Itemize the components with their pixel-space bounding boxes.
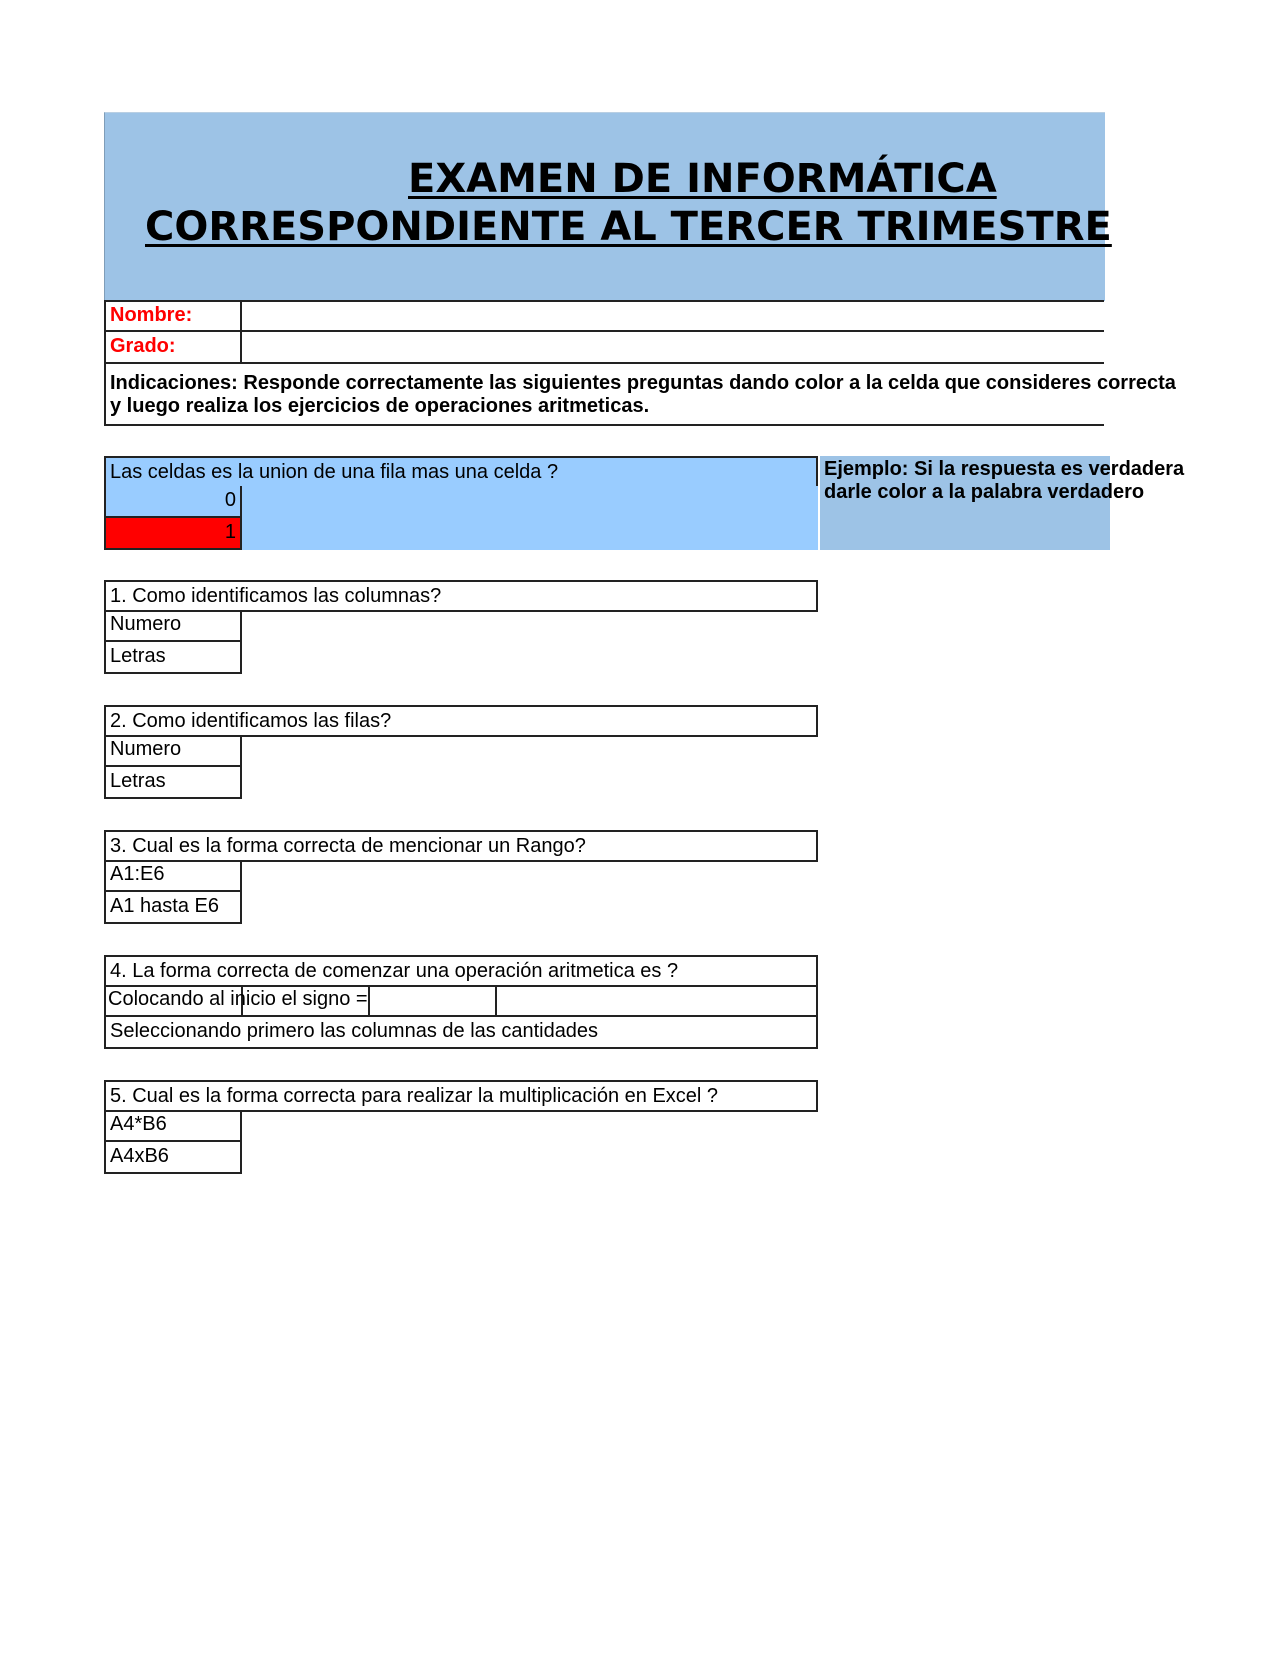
question-3-option-1[interactable]: A1:E6 — [104, 860, 242, 892]
question-4-option-1[interactable]: Colocando al inicio el signo = — [108, 988, 368, 1010]
question-5-option-1[interactable]: A4*B6 — [104, 1110, 242, 1142]
name-label: Nombre: — [104, 300, 242, 332]
example-option-1[interactable]: 1 — [104, 516, 242, 550]
instructions-line-1: Indicaciones: Responde correctamente las siguientes preguntas dando color a la celda que consideres correcta — [110, 372, 1176, 394]
name-input-cell[interactable] — [242, 300, 1102, 332]
example-note-line-2: darle color a la palabra verdadero — [824, 481, 1145, 503]
question-2-option-2[interactable]: Letras — [104, 765, 242, 799]
example-option-0[interactable]: 0 — [104, 486, 242, 518]
grade-label: Grado: — [104, 332, 242, 362]
question-5-option-2[interactable]: A4xB6 — [104, 1140, 242, 1174]
instructions-line-2: y luego realiza los ejercicios de operaciones aritmeticas. — [110, 395, 650, 417]
example-question: Las celdas es la union de una fila mas una celda ? — [104, 456, 818, 488]
title-line-2: CORRESPONDIENTE AL TERCER TRIMESTRE — [145, 204, 1112, 250]
question-1-option-1[interactable]: Numero — [104, 610, 242, 642]
instructions-box — [104, 364, 1176, 426]
question-1-option-2[interactable]: Letras — [104, 640, 242, 674]
question-1: 1. Como identificamos las columnas? — [104, 580, 818, 612]
title-line-1: EXAMEN DE INFORMÁTICA — [408, 156, 997, 202]
grade-input-cell[interactable] — [242, 332, 1102, 362]
example-note-line-1: Ejemplo: Si la respuesta es verdadera — [824, 458, 1185, 480]
question-2-option-1[interactable]: Numero — [104, 735, 242, 767]
example-note-box — [820, 456, 1185, 550]
question-3: 3. Cual es la forma correcta de mencionar un Rango? — [104, 830, 818, 862]
question-3-option-2[interactable]: A1 hasta E6 — [104, 890, 242, 924]
question-2: 2. Como identificamos las filas? — [104, 705, 818, 737]
question-5: 5. Cual es la forma correcta para realizar la multiplicación en Excel ? — [104, 1080, 818, 1112]
question-4-option-2[interactable]: Seleccionando primero las columnas de las cantidades — [104, 1015, 818, 1049]
question-4: 4. La forma correcta de comenzar una operación aritmetica es ? — [104, 955, 818, 987]
